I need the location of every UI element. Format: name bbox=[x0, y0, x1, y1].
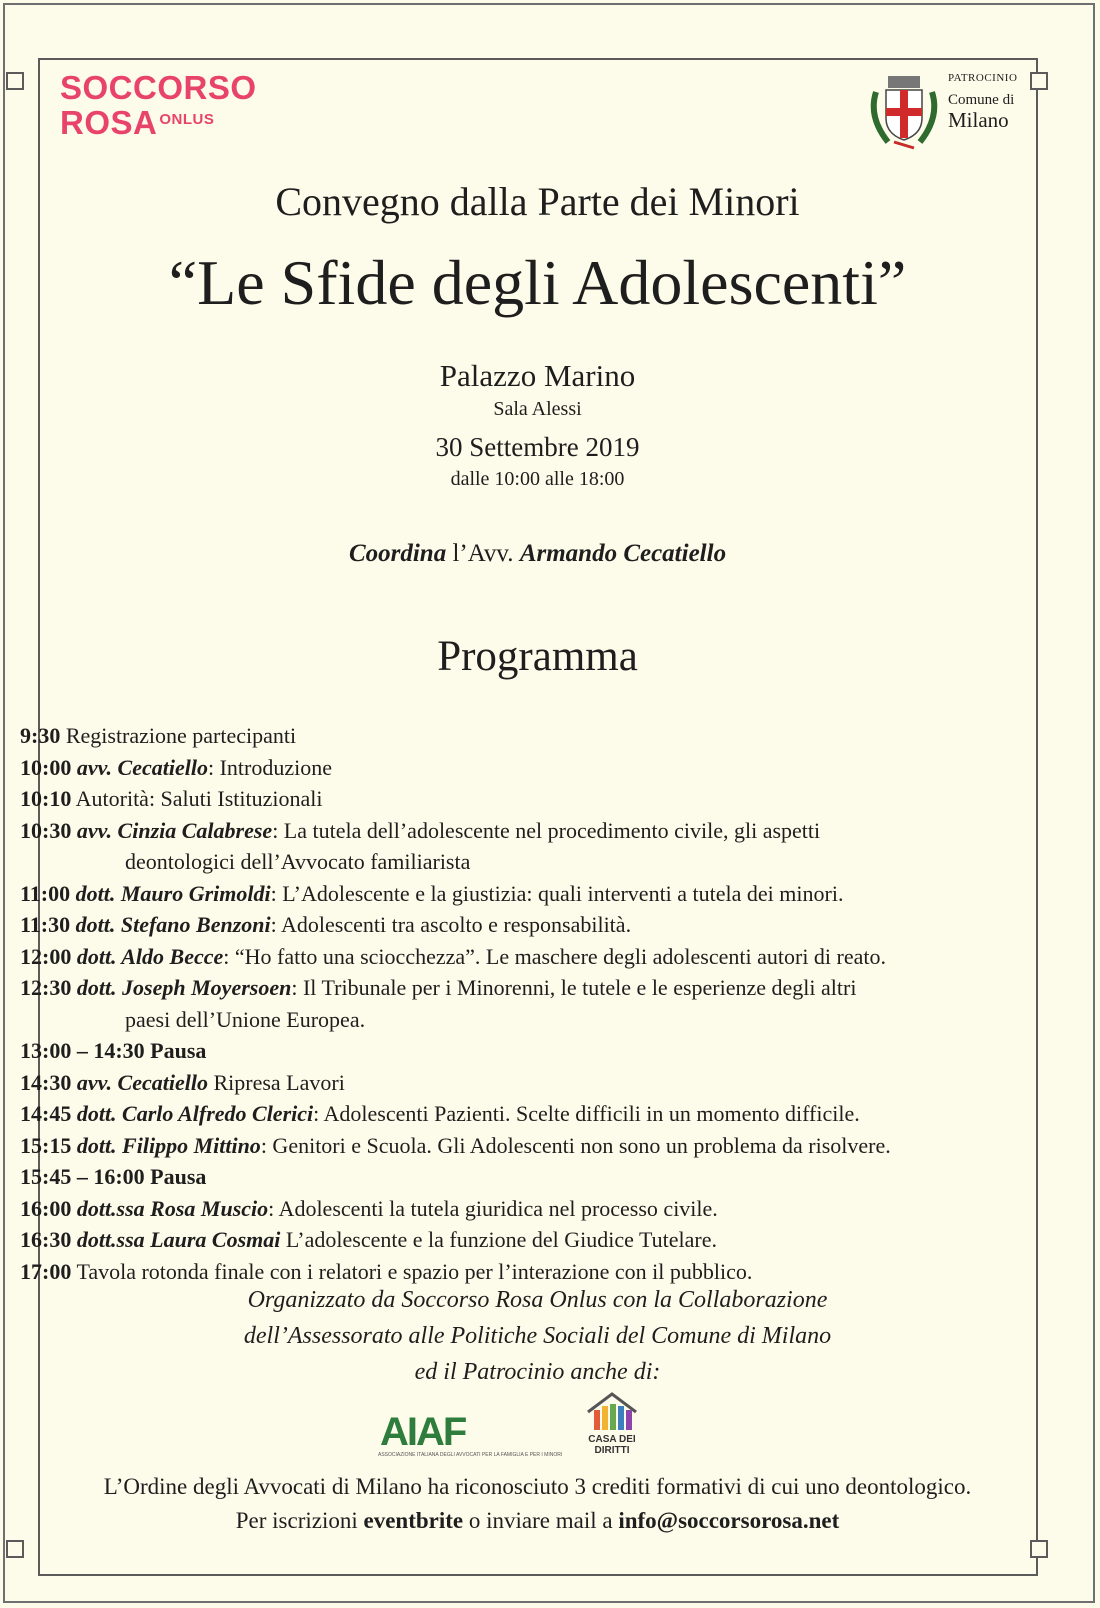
organizers-line3: ed il Patrocinio anche di: bbox=[414, 1359, 661, 1385]
programme-item bbox=[20, 1067, 1080, 1099]
casa-dei-diritti-text bbox=[582, 1434, 642, 1456]
corner-ornament bbox=[6, 72, 24, 90]
programme-speaker: dott.ssa Rosa Muscio bbox=[76, 1195, 269, 1221]
programme-time: 12:00 bbox=[20, 943, 72, 969]
programme-topic: : “Ho fatto una sciocchezza”. Le maschere degli adolescenti autori di reato. bbox=[223, 943, 887, 969]
programme-item bbox=[20, 752, 1080, 784]
programme-item bbox=[20, 720, 1080, 752]
programme-time: 14:45 bbox=[20, 1101, 72, 1126]
eventbrite-link[interactable]: eventbrite bbox=[363, 1508, 464, 1533]
programme-time: 10:30 bbox=[20, 817, 72, 843]
programme-speaker: dott.ssa Laura Cosmai bbox=[76, 1227, 281, 1252]
corner-ornament bbox=[6, 1540, 24, 1558]
coordinator-name: Armando Cecatiello bbox=[519, 540, 727, 567]
programme-speaker: avv. Cecatiello bbox=[76, 1069, 208, 1095]
venue: Palazzo Marino bbox=[439, 358, 636, 393]
organizers-line2: dell’Assessorato alle Politiche Sociali del Comune di Milano bbox=[243, 1323, 832, 1349]
programme-item bbox=[20, 783, 1080, 815]
programme-topic: : Il Tribunale per i Minorenni, le tutele e le esperienze degli altri bbox=[291, 975, 857, 1000]
programme-item bbox=[20, 909, 1080, 941]
coordinator-role: Coordina bbox=[348, 540, 447, 567]
programme-item bbox=[20, 815, 1080, 878]
comune-milano-logo bbox=[866, 72, 1026, 152]
programme-topic: Ripresa Lavori bbox=[207, 1069, 345, 1095]
programme-item bbox=[20, 941, 1080, 973]
programme-topic: : La tutela dell’adolescente nel procedimento civile, gli aspetti bbox=[272, 817, 821, 843]
house-icon bbox=[582, 1390, 642, 1434]
logo-line2: ROSA bbox=[60, 104, 158, 141]
programme-topic: L’adolescente e la funzione del Giudice Tutelare. bbox=[280, 1227, 717, 1252]
event-subtitle: Convegno dalla Parte dei Minori bbox=[275, 179, 800, 224]
organizers-line1: Organizzato da Soccorso Rosa Onlus con la Collaborazione bbox=[247, 1287, 828, 1313]
programme-item bbox=[20, 1035, 1080, 1067]
programme-speaker: dott. Joseph Moyersoen bbox=[76, 975, 292, 1000]
programme-time: 14:30 bbox=[20, 1069, 72, 1095]
signup-line bbox=[0, 1508, 1075, 1534]
programme-time: 16:00 bbox=[20, 1195, 72, 1221]
soccorso-rosa-logo bbox=[60, 69, 257, 146]
programme-time: 16:30 bbox=[20, 1227, 72, 1252]
room: Sala Alessi bbox=[493, 398, 582, 420]
email-link[interactable]: info@soccorsorosa.net bbox=[618, 1508, 840, 1533]
casa-dei-diritti-logo bbox=[582, 1390, 642, 1460]
programme-topic: Tavola rotonda finale con i relatori e spazio per l’interazione con il pubblico. bbox=[76, 1258, 753, 1284]
programme-time: 11:00 bbox=[20, 880, 71, 906]
programme-heading: Programma bbox=[437, 633, 638, 680]
programme-item bbox=[20, 1224, 1080, 1256]
city-label: Milano bbox=[948, 108, 1009, 132]
programme-topic-continued: paesi dell’Unione Europea. bbox=[125, 1006, 366, 1032]
programme-topic: : Genitori e Scuola. Gli Adolescenti non sono un problema da risolvere. bbox=[260, 1132, 891, 1158]
programme-time: 15:45 – 16:00 Pausa bbox=[20, 1164, 207, 1189]
programme-topic: Registrazione partecipanti bbox=[65, 723, 297, 748]
casa-line1: CASA DEI bbox=[588, 1434, 636, 1445]
event-title: “Le Sfide degli Adolescenti” bbox=[168, 247, 907, 318]
programme-item bbox=[20, 1130, 1080, 1162]
event-hours: dalle 10:00 alle 18:00 bbox=[450, 468, 625, 490]
programme-time: 11:30 bbox=[20, 912, 71, 937]
signup-mid: o inviare mail a bbox=[468, 1508, 613, 1533]
programme-speaker: dott. Carlo Alfredo Clerici bbox=[76, 1101, 314, 1126]
aiaf-subtitle: ASSOCIAZIONE ITALIANA DEGLI AVVOCATI PER LA FAMIGLIA E PER I MINORI bbox=[378, 1452, 563, 1458]
programme-topic: Autorità: Saluti Istituzionali bbox=[75, 786, 323, 811]
corner-ornament bbox=[1030, 1540, 1048, 1558]
programme-speaker: dott. Mauro Grimoldi bbox=[75, 880, 271, 906]
programme-topic: : L’Adolescente e la giustizia: quali interventi a tutela dei minori. bbox=[270, 880, 844, 906]
milano-crest-icon bbox=[866, 72, 942, 152]
coordinator-line bbox=[0, 540, 1075, 568]
coordinator-title: l’Avv. bbox=[452, 540, 514, 567]
partner-logos bbox=[370, 1390, 670, 1460]
programme-item bbox=[20, 1193, 1080, 1225]
programme-time: 13:00 – 14:30 Pausa bbox=[20, 1038, 207, 1063]
programme-item bbox=[20, 1098, 1080, 1130]
event-date: 30 Settembre 2019 bbox=[435, 432, 640, 462]
programme-speaker: avv. Cinzia Calabrese bbox=[76, 817, 273, 843]
programme-topic: : Adolescenti la tutela giuridica nel processo civile. bbox=[268, 1195, 718, 1221]
programme-time: 17:00 bbox=[20, 1258, 72, 1284]
programme-speaker: dott. Filippo Mittino bbox=[76, 1132, 261, 1158]
aiaf-logo: AIAF bbox=[380, 1410, 466, 1454]
organizers-note bbox=[0, 1282, 1075, 1390]
programme-item bbox=[20, 1161, 1080, 1193]
programme-time: 10:00 bbox=[20, 754, 72, 780]
programme-list bbox=[20, 720, 1080, 1287]
programme-topic: : Adolescenti tra ascolto e responsabilità. bbox=[270, 912, 632, 937]
logo-suffix: ONLUS bbox=[159, 111, 215, 128]
programme-time: 15:15 bbox=[20, 1132, 72, 1158]
programme-time: 12:30 bbox=[20, 975, 72, 1000]
programme-time: 9:30 bbox=[20, 723, 61, 748]
programme-item bbox=[20, 972, 1080, 1035]
programme-topic-continued: deontologici dell’Avvocato familiarista bbox=[125, 849, 471, 874]
signup-prefix: Per iscrizioni bbox=[235, 1508, 358, 1533]
patrocinio-label: PATROCINIO bbox=[948, 72, 1018, 84]
corner-ornament bbox=[1030, 72, 1048, 90]
programme-time: 10:10 bbox=[20, 786, 72, 811]
programme-item bbox=[20, 878, 1080, 910]
programme-speaker: dott. Stefano Benzoni bbox=[75, 912, 271, 937]
comune-label: Comune di bbox=[948, 92, 1015, 108]
casa-line2: DIRITTI bbox=[594, 1445, 630, 1456]
logo-line1: SOCCORSO bbox=[60, 69, 257, 106]
programme-topic: : Introduzione bbox=[207, 754, 332, 780]
programme-topic: : Adolescenti Pazienti. Scelte difficili in un momento difficile. bbox=[313, 1101, 860, 1126]
programme-speaker: avv. Cecatiello bbox=[76, 754, 208, 780]
programme-speaker: dott. Aldo Becce bbox=[76, 943, 224, 969]
credits-note: L’Ordine degli Avvocati di Milano ha riconosciuto 3 crediti formativi di cui uno deontologico. bbox=[103, 1474, 972, 1499]
